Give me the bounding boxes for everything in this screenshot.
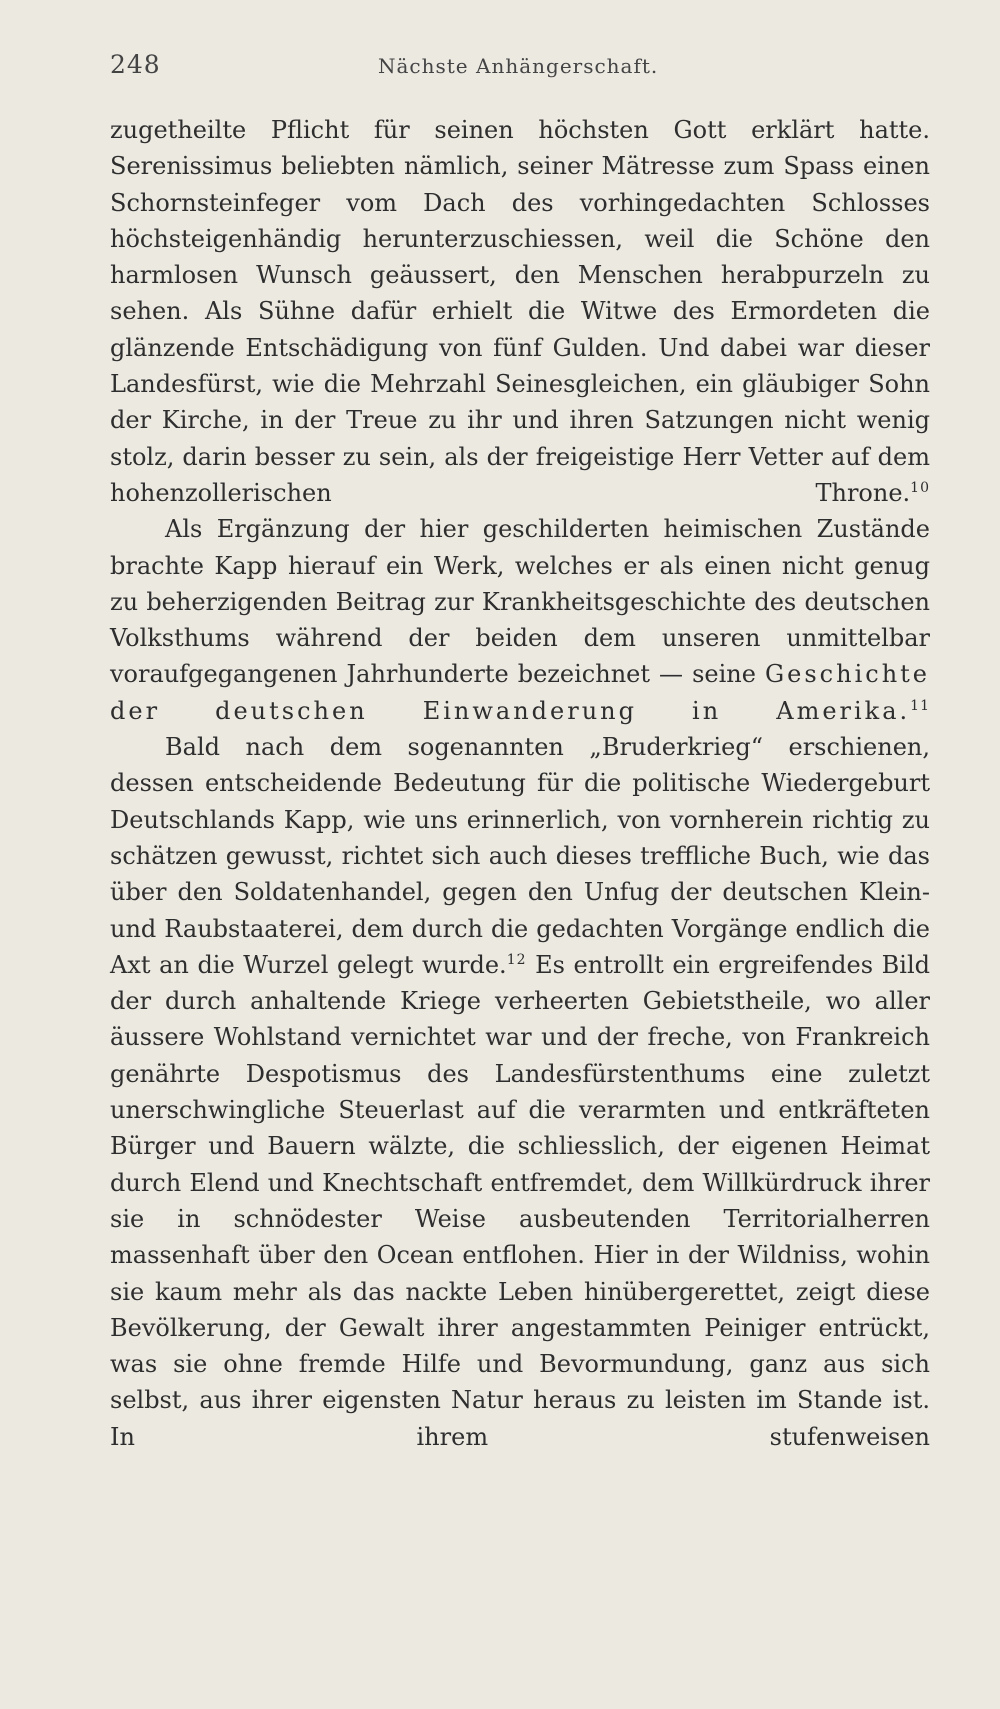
paragraph-3-text-a: Bald nach dem sogenannten „Bruderkrieg“ erschienen, dessen entscheidende Bedeutung für die politische Wiedergeburt Deutschlands Kapp, wie uns erinnerlich, von vornherein richtig zu schätzen gewusst, richtet sich auch dieses treffliche Buch, wie das über den Soldatenhandel, gegen den Unfug der deutschen Klein- und Raubstaaterei, dem durch die gedachten Vorgänge endlich die Axt an die Wurzel gelegt wurde. xyxy=(110,733,930,979)
page-number: 248 xyxy=(110,50,161,79)
paragraph-3 xyxy=(110,729,930,1455)
footnote-ref-10: 10 xyxy=(910,479,930,496)
paragraph-1 xyxy=(110,112,930,511)
paragraph-2 xyxy=(110,511,930,729)
footnote-ref-11: 11 xyxy=(910,697,930,714)
paragraph-2-text: Als Ergänzung der hier geschilderten heimischen Zustände brachte Kapp hierauf ein Werk, welches er als einen nicht genug zu beherzigenden Beitrag zur Krankheitsgeschichte des deutschen Volksthums während der beiden dem unseren unmittelbar voraufgegangenen Jahrhunderte bezeichnet — seine xyxy=(110,515,930,689)
page-header xyxy=(110,50,930,90)
footnote-ref-12: 12 xyxy=(506,951,527,968)
paragraph-3-text-b: Es entrollt ein ergreifendes Bild der durch anhaltende Kriege verheerten Gebietstheile, wo aller äussere Wohlstand vernichtet war und der freche, von Frankreich genährte Despotismus des Landesfürstenthums eine zuletzt unerschwingliche Steuerlast auf die verarmten und entkräfteten Bürger und Bauern wälzte, die schliesslich, der eigenen Heimat durch Elend und Knechtschaft entfremdet, dem Willkürdruck ihrer sie in schnödester Weise ausbeutenden Territorialherren massenhaft über den Ocean entflohen. Hier in der Wildniss, wohin sie kaum mehr als das nackte Leben hinübergerettet, zeigt diese Bevölkerung, der Gewalt ihrer angestammten Peiniger entrückt, was sie ohne fremde Hilfe und Bevormundung, ganz aus sich selbst, aus ihrer eigensten Natur heraus zu leisten im Stande ist. In ihrem stufenweisen xyxy=(110,950,930,1451)
body-text xyxy=(110,112,930,1455)
paragraph-1-text: zugetheilte Pflicht für seinen höchsten Gott erklärt hatte. Serenissimus beliebten nämlich, seiner Mätresse zum Spass einen Schornsteinfeger vom Dach des vorhingedachten Schlosses höchsteigenhändig herunterzuschiessen, weil die Schöne den harmlosen Wunsch geäussert, den Menschen herabpurzeln zu sehen. Als Sühne dafür erhielt die Witwe des Ermordeten die glänzende Entschädigung von fünf Gulden. Und dabei war dieser Landesfürst, wie die Mehrzahl Seinesgleichen, ein gläubiger Sohn der Kirche, in der Treue zu ihr und ihren Satzungen nicht wenig stolz, darin besser zu sein, als der freigeistige Herr Vetter auf dem hohenzollerischen Throne. xyxy=(110,116,930,507)
running-title: Nächste Anhängerschaft. xyxy=(378,54,659,78)
book-title-spaced: Geschichte der deutschen Einwanderung in Amerika. xyxy=(110,660,930,725)
